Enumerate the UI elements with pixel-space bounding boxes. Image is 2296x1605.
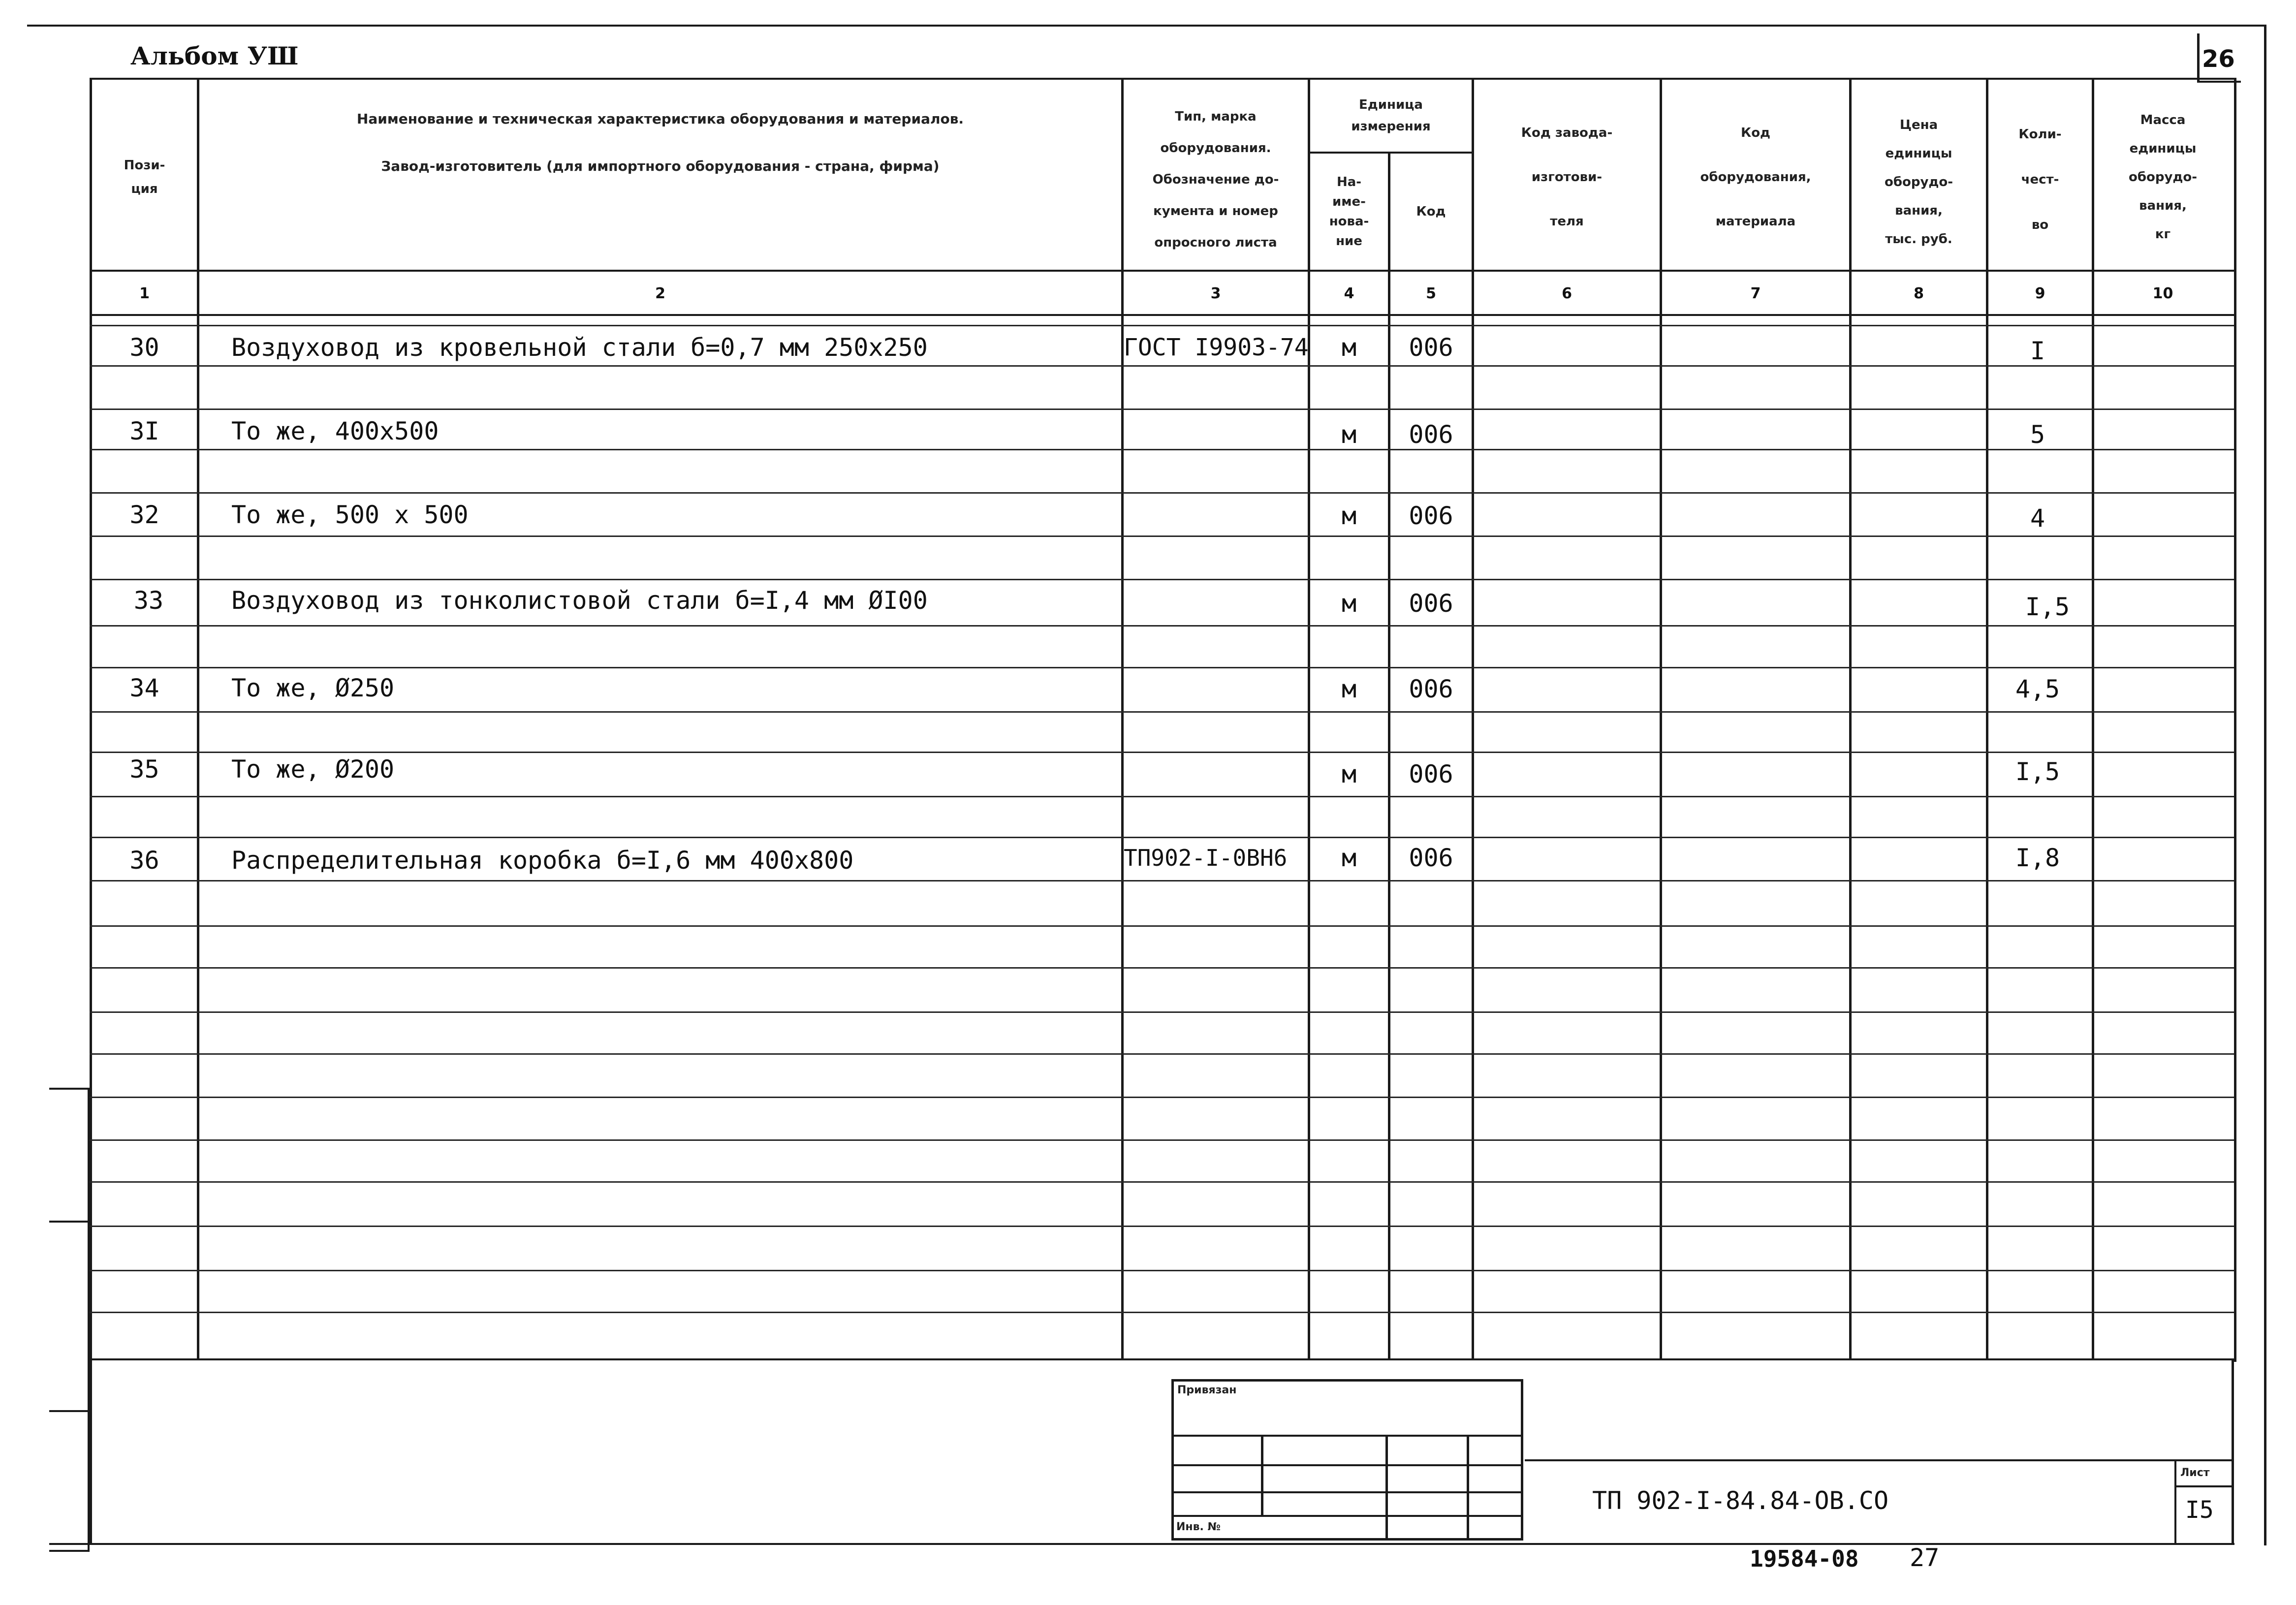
header-unit-group: Единица измерения [1351,97,1431,134]
colnum-3: 3 [1210,284,1221,302]
grid-line [90,1226,2234,1227]
header-equipment-code: Код оборудования, материала [1700,126,1811,229]
unit-group-divider [1309,152,1473,154]
grid-line [90,1312,2234,1313]
row-name: Воздуховод из кровельной стали б=0,7 мм 250х250 [231,333,928,362]
top-border [27,25,2266,27]
grid-line [90,711,2234,713]
header-type: Тип, марка оборудования. Обозначение до- кумента и номер опросного листа [1152,109,1279,250]
row-unit: м [1341,760,1357,788]
colnum-7: 7 [1750,284,1761,302]
row-unit: м [1341,589,1357,618]
colnum-4: 4 [1344,284,1354,302]
right-margin-line [2264,25,2266,1545]
grid-line [90,1181,2234,1183]
row-name: Воздуховод из тонколистовой стали б=I,4 мм ØI00 [231,586,928,615]
grid-line [90,752,2234,753]
row-position: 36 [129,846,159,875]
row-quantity: I,8 [2015,844,2060,872]
album-title: Альбом УШ [130,41,299,70]
row-quantity: 4 [2030,504,2045,533]
colnum-8: 8 [1914,284,1924,302]
grid-line [90,1011,2234,1013]
colnum-6: 6 [1562,284,1572,302]
colnum-5: 5 [1426,284,1436,302]
row-code: 006 [1409,420,1453,449]
row-code: 006 [1409,502,1453,530]
row-unit: м [1341,502,1357,530]
row-code: 006 [1409,675,1453,703]
grid-line [90,667,2234,668]
inventory-label: Инв. № [1176,1521,1221,1533]
row-unit: м [1341,844,1357,872]
row-position: 35 [129,755,159,784]
grid-line [90,579,2234,580]
header-quantity: Коли- чест- во [2018,127,2062,232]
grid-line [90,1097,2234,1098]
grid-line [90,625,2234,627]
row-position: 32 [129,501,159,529]
row-quantity: I,5 [2015,757,2060,786]
header-unit-code: Код [1416,204,1446,219]
row-unit: м [1341,675,1357,703]
grid-line [90,796,2234,797]
grid-line [90,925,2234,927]
row-position: 33 [133,586,164,615]
row-name: То же, 400х500 [231,417,439,445]
grid-line [90,492,2234,494]
frame-bottom-line [49,1543,2234,1545]
title-block-top-line [1525,1459,2233,1461]
grid-line [90,409,2234,410]
row-quantity: 4,5 [2015,675,2060,703]
grid-line [90,880,2234,881]
header-manufacturer-code: Код заводa- изготови- теля [1521,126,1613,229]
page-corner-number: 26 [2202,45,2235,73]
row-position: 30 [129,333,159,362]
row-code: 006 [1409,844,1453,872]
row-name: То же, 500 х 500 [231,501,469,529]
stamp-line-3 [1171,1491,1523,1493]
row-position: 34 [129,674,159,702]
grid-line [90,1270,2234,1271]
header-name: Наименование и техническая характеристика оборудования и материалов. Завод-изготовитель (для импортного оборудования - страна, фирма) [356,111,964,174]
archive-number: 19584-08 [1750,1545,1859,1572]
colnum-10: 10 [2152,284,2173,302]
stamp-col-3 [1467,1435,1469,1541]
frame-left-lower [90,1360,92,1544]
binding-strip [49,1088,90,1552]
stamp-line-2 [1171,1464,1523,1466]
grid-line [90,967,2234,969]
stamp-line-1 [1171,1435,1523,1437]
row-quantity: I [2030,337,2045,365]
row-name: То же, Ø250 [231,674,395,702]
row-code: 006 [1409,333,1453,362]
grid-line [90,325,2234,326]
attached-label: Привязан [1177,1384,1237,1396]
row-unit: м [1341,333,1357,362]
stamp-line-4 [1171,1515,1523,1517]
row-code: 006 [1409,589,1453,618]
row-quantity: I,5 [2025,593,2070,621]
table-bottom-line [90,1358,2234,1360]
row-unit: м [1341,420,1357,449]
stamp-col-2 [1385,1435,1388,1541]
header-unit-price: Цена единицы оборудо- вания, тыс. руб. [1884,118,1953,247]
grid-line [90,837,2234,838]
footer-page-number: 27 [1910,1543,1940,1572]
row-name: Распределительная коробка б=I,6 мм 400х800 [231,846,854,875]
stamp-col-1 [1261,1435,1263,1515]
row-type: ГОСТ I9903-74 [1124,334,1309,361]
header-unit-mass: Масса единицы оборудо- вания, кг [2128,113,2198,242]
row-quantity: 5 [2030,420,2045,449]
header-bottom-line [90,270,2234,272]
row-position: 3I [129,417,159,445]
row-type: ТП902-I-0ВН6 [1124,845,1288,871]
document-code: ТП 902-I-84.84-ОВ.СО [1592,1486,1889,1515]
binding-divider-2 [49,1410,90,1412]
row-code: 006 [1409,760,1453,788]
header-unit-name: На- име- нова- ние [1329,175,1369,249]
sheet-label: Лист [2180,1467,2210,1479]
header-position: Пози- ция [124,158,165,196]
colnum-2: 2 [655,284,665,302]
colnum-9: 9 [2035,284,2045,302]
grid-line [90,1139,2234,1141]
binding-divider-1 [49,1221,90,1223]
row-name: То же, Ø200 [231,755,395,784]
colnum-bottom-line [90,314,2234,316]
sheet-box-divider [2174,1485,2233,1487]
sheet-number: I5 [2185,1496,2214,1524]
grid-line [90,1053,2234,1055]
colnum-1: 1 [139,284,150,302]
grid-line [90,535,2234,537]
